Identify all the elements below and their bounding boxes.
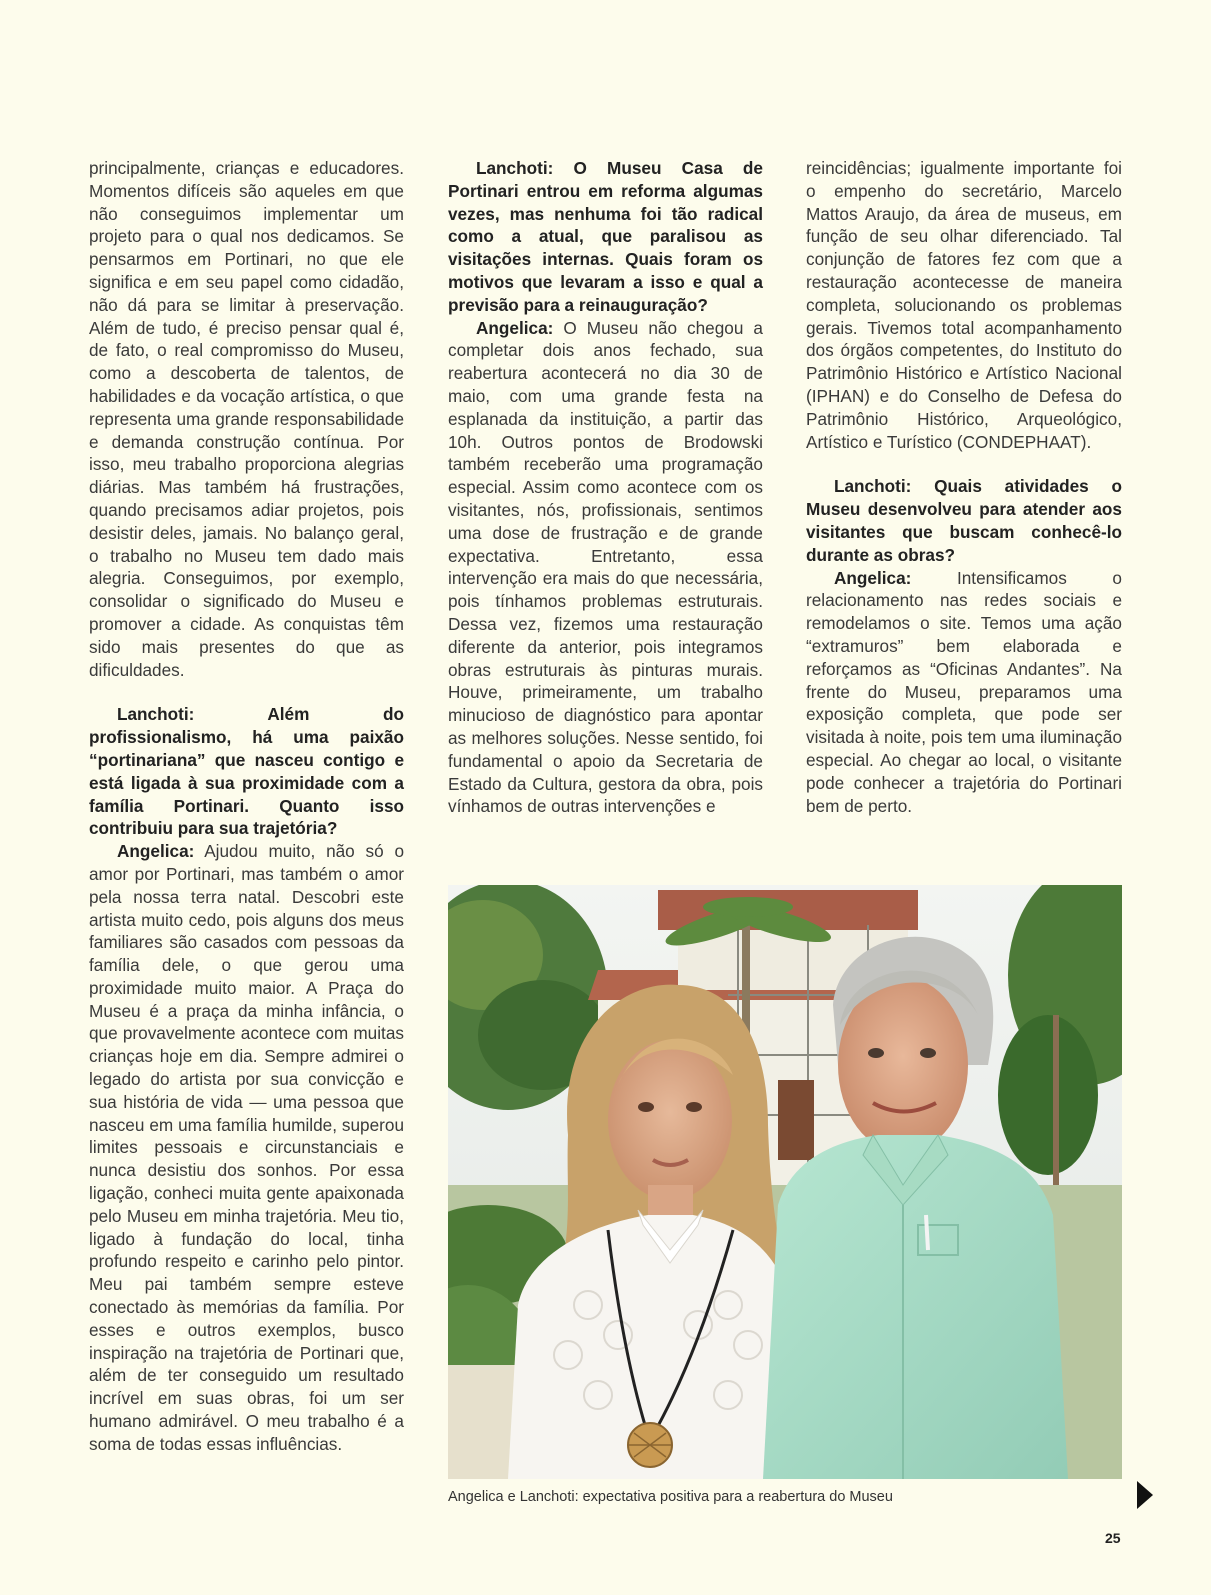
interview-answer (806, 567, 1122, 818)
paragraph: reincidências; igualmente importante foi o empenho do secretário, Marcelo Mattos Araujo, da área de museus, em função de seu olhar diferenciado. Tal conjunção de fatores fez com que a restauração acontecesse de maneira completa, solucionando os problemas gerais. Tivemos total acompanhamento dos órgãos competentes, do Instituto do Patrimônio Histórico e Artístico Nacional (IPHAN) e do Conselho de Defesa do Patrimônio Histórico, Arqueológico, Artístico e Turístico (CONDEPHAAT). (806, 158, 1122, 452)
interview-question: Lanchoti: O Museu Casa de Portinari entrou em reforma algumas vezes, mas nenhuma foi tão radical como a atual, que paralisou as visitações internas. Quais foram os motivos que levaram a isso e qual a previsão para a reinauguração? (448, 158, 763, 315)
photo-caption: Angelica e Lanchoti: expectativa positiva para a reabertura do Museu (448, 1489, 893, 1505)
text-column-1 (89, 157, 404, 1456)
photo-angelica-lanchoti (448, 885, 1122, 1479)
interview-question: Lanchoti: Quais atividades o Museu desenvolveu para atender aos visitantes que buscam conhecê-lo durante as obras? (806, 476, 1122, 565)
text-column-3 (806, 157, 1122, 817)
interview-answer (89, 840, 404, 1456)
photo-illustration (448, 885, 1122, 1479)
interview-answer (448, 317, 763, 819)
answer-text: Ajudou muito, não só o amor por Portinari, mas também o amor pela nossa terra natal. Descobri este artista muito cedo, pois alguns dos meus familiares são casados com pessoas da família dele, o que gerou uma proximidade muito maior. A Praça do Museu é a praça da minha infância, o que provavelmente acontece com muitas crianças hoje em dia. Sempre admirei o legado do artista por sua convicção e sua história de vida — uma pessoa que nasceu em uma família humilde, superou limites pessoais e circunstanciais e nunca desistiu dos sonhos. Por essa ligação, conheci muita gente apaixonada pelo Museu em minha trajetória. Meu tio, ligado à fundação do local, tinha profundo respeito e carinho pelo pintor. Meu pai também sempre esteve conectado às memórias da família. Por esses e outros exemplos, busco inspiração na trajetória de Portinari que, além de ter conseguido um resultado incrível em suas obras, foi um ser humano admirável. O meu trabalho é a soma de todas essas influências. (89, 841, 404, 1454)
speaker-label: Angelica: (117, 841, 195, 862)
answer-text: O Museu não chegou a completar dois anos fechado, sua reabertura acontecerá no dia 30 de maio, com uma grande festa na esplanada da instituição, a partir das 10h. Outros pontos de Brodowski também receberão uma programação especial. Assim como acontece com os visitantes, nós, profissionais, sentimos uma dose de frustração e de grande expectativa. Entretanto, essa intervenção era mais do que necessária, pois tínhamos problemas estruturais. Dessa vez, fizemos uma restauração diferente da anterior, pois integramos obras estruturais às pinturas murais. Houve, primeiramente, um trabalho minucioso de diagnóstico para apontar as melhores soluções. Nesse sentido, foi fundamental o apoio da Secretaria de Estado da Cultura, gestora da obra, pois vínhamos de outras intervenções e (448, 317, 763, 817)
next-page-arrow-icon (1137, 1481, 1153, 1509)
interview-question: Lanchoti: Além do profissionalismo, há uma paixão “portinariana” que nasceu contigo e está ligada à sua proximidade com a família Portinari. Quanto isso contribuiu para sua trajetória? (89, 704, 404, 839)
page-number: 25 (1105, 1530, 1121, 1546)
paragraph: principalmente, crianças e educadores. Momentos difíceis são aqueles em que não conseguimos implementar um projeto para o qual nos dedicamos. Se pensarmos em Portinari, no que ele significa e em seu papel como cidadão, não dá para se limitar à preservação. Além de tudo, é preciso pensar qual é, de fato, o real compromisso do Museu, como a descoberta de talentos, de habilidades e da vocação artística, o que representa uma grande responsabilidade e demanda construção contínua. Por isso, meu trabalho proporciona alegrias diárias. Mas também há frustrações, quando precisamos adiar projetos, pois desistir deles, jamais. No balanço geral, o trabalho no Museu tem dado mais alegria. Conseguimos, por exemplo, consolidar o significado do Museu e promover a cidade. As conquistas têm sido mais presentes do que as dificuldades. (89, 158, 404, 680)
speaker-label: Angelica: (834, 567, 912, 588)
answer-text: Intensificamos o relacionamento nas redes sociais e remodelamos o site. Temos uma ação “extramuros” bem elaborada e reforçamos as “Oficinas Andantes”. Na frente do Museu, preparamos uma exposição completa, que pode ser visitada à noite, pois tem uma iluminação especial. Ao chegar ao local, o visitante pode conhecer a trajetória do Portinari bem de perto. (806, 567, 1122, 816)
speaker-label: Angelica: (476, 317, 554, 338)
text-column-2 (448, 157, 763, 818)
